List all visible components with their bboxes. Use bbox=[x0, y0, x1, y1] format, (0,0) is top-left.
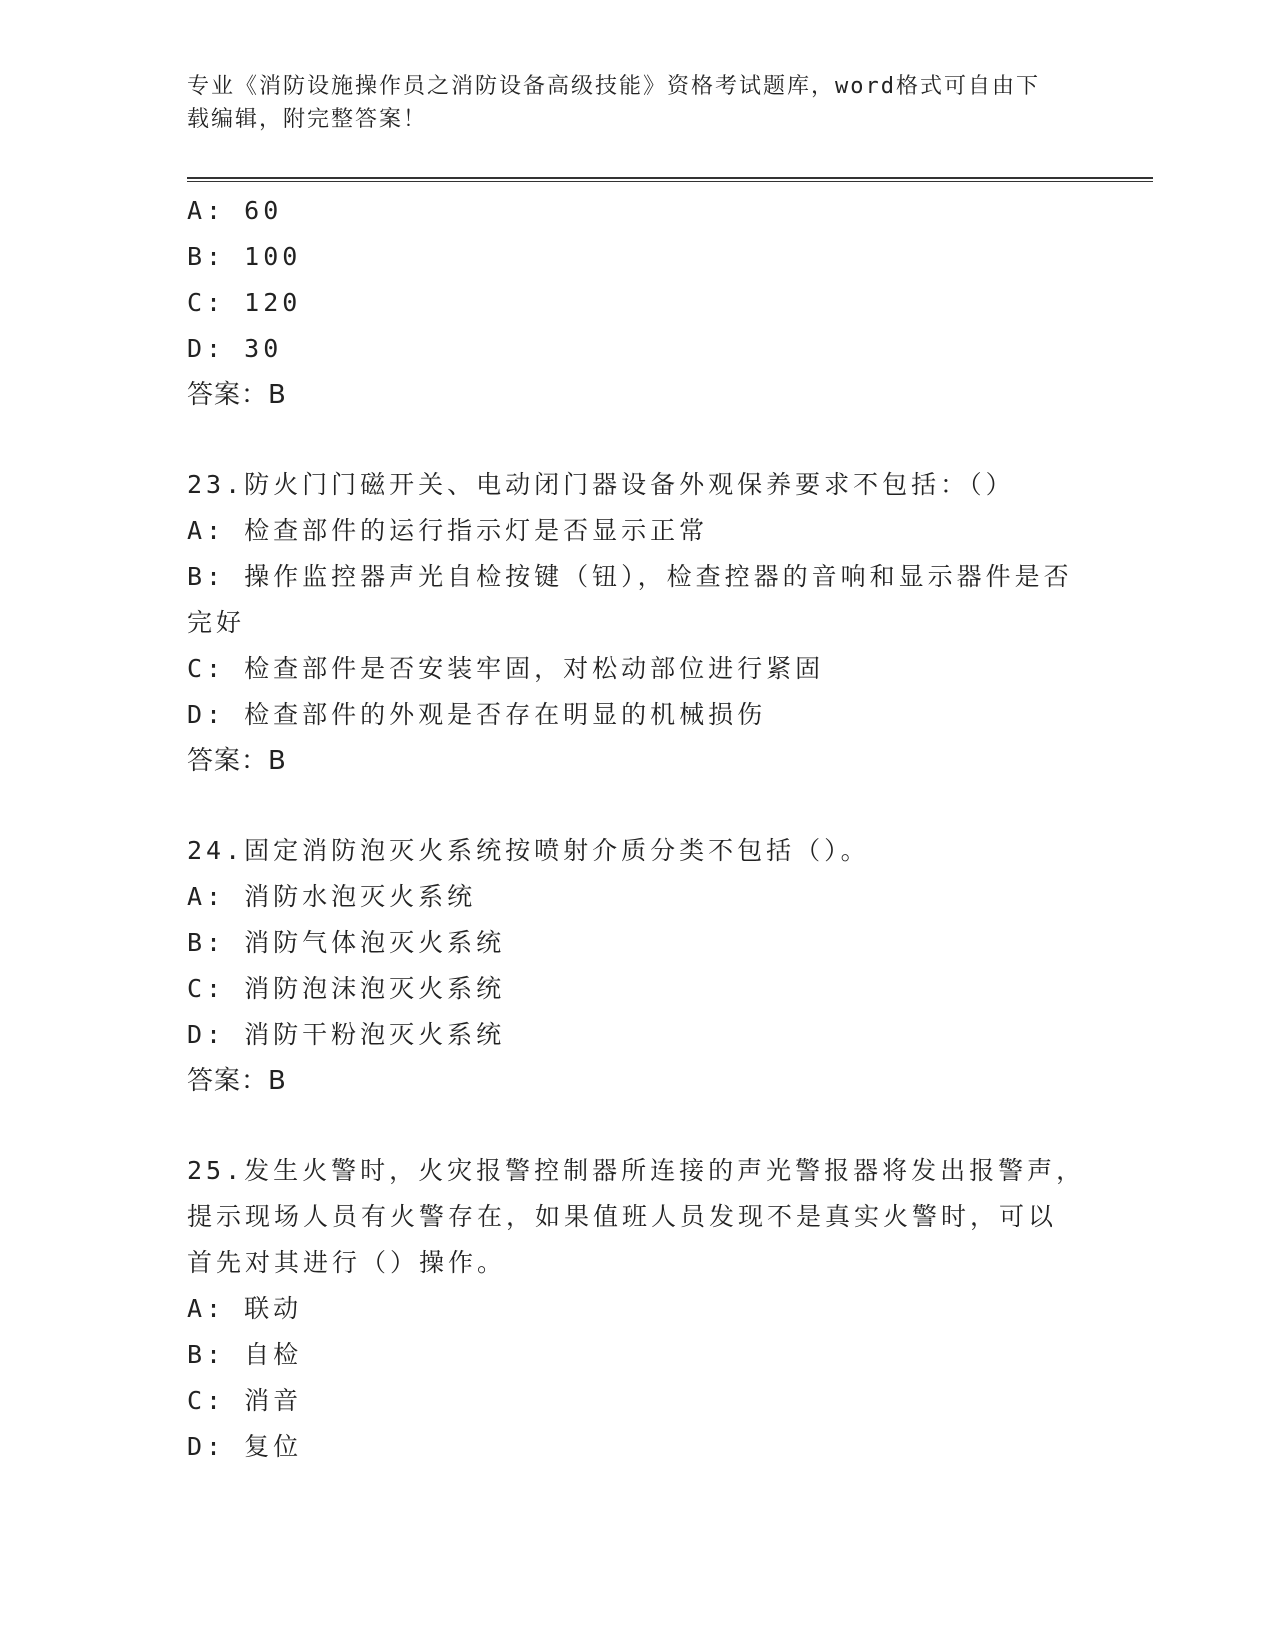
header-line-1: 专业《消防设施操作员之消防设备高级技能》资格考试题库，word格式可自由下 bbox=[187, 74, 1040, 99]
option-c: C: 120 bbox=[187, 288, 302, 317]
header-line-2: 载编辑，附完整答案！ bbox=[187, 107, 428, 132]
option-c: C: 检查部件是否安装牢固，对松动部位进行紧固 bbox=[187, 654, 825, 683]
question-23 bbox=[187, 462, 1087, 784]
spacer bbox=[187, 784, 1087, 828]
question-list bbox=[187, 188, 1087, 1470]
spacer bbox=[187, 418, 1087, 462]
option-d: D: 30 bbox=[187, 334, 283, 363]
answer: 答案：B bbox=[187, 380, 287, 410]
option-b: B: 自检 bbox=[187, 1340, 303, 1369]
option-a: A: 检查部件的运行指示灯是否显示正常 bbox=[187, 516, 709, 545]
option-d: D: 消防干粉泡灭火系统 bbox=[187, 1020, 506, 1049]
document-header bbox=[187, 70, 1087, 136]
spacer bbox=[187, 1104, 1087, 1148]
option-b: B: 100 bbox=[187, 242, 302, 271]
question-stem: 24.固定消防泡灭火系统按喷射介质分类不包括（）。 bbox=[187, 836, 870, 865]
answer: 答案：B bbox=[187, 1066, 287, 1096]
question-stem: 23.防火门门磁开关、电动闭门器设备外观保养要求不包括：（） bbox=[187, 470, 1015, 499]
question-stem: 25.发生火警时，火灾报警控制器所连接的声光警报器将发出报警声， bbox=[187, 1156, 1086, 1185]
option-a: A: 60 bbox=[187, 196, 283, 225]
option-b-continued: 完好 bbox=[187, 608, 246, 637]
option-b: B: 操作监控器声光自检按键（钮），检查控器的音响和显示器件是否 bbox=[187, 562, 1073, 591]
option-d: D: 复位 bbox=[187, 1432, 303, 1461]
question-24 bbox=[187, 828, 1087, 1104]
header-divider bbox=[187, 177, 1153, 182]
option-a: A: 消防水泡灭火系统 bbox=[187, 882, 477, 911]
option-b: B: 消防气体泡灭火系统 bbox=[187, 928, 506, 957]
option-d: D: 检查部件的外观是否存在明显的机械损伤 bbox=[187, 700, 767, 729]
option-a: A: 联动 bbox=[187, 1294, 303, 1323]
question-22 bbox=[187, 188, 1087, 418]
option-c: C: 消防泡沫泡灭火系统 bbox=[187, 974, 506, 1003]
answer: 答案：B bbox=[187, 746, 287, 776]
question-stem-continued: 提示现场人员有火警存在，如果值班人员发现不是真实火警时，可以 bbox=[187, 1202, 1058, 1231]
option-c: C: 消音 bbox=[187, 1386, 303, 1415]
question-stem-continued: 首先对其进行（）操作。 bbox=[187, 1248, 507, 1277]
question-25 bbox=[187, 1148, 1087, 1470]
